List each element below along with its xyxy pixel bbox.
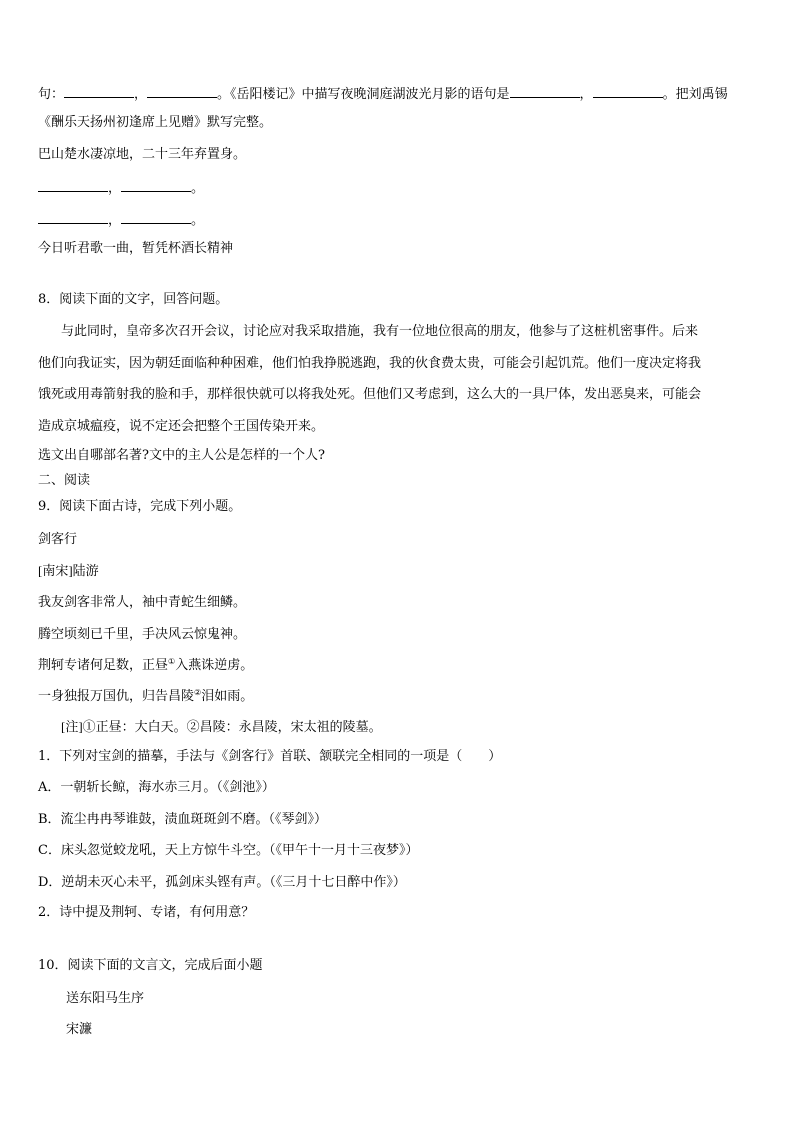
answer-blank[interactable] [121,210,191,224]
poem-line [38,688,253,704]
poem-title: 剑客行 [38,531,78,546]
poem-author: [南宋]陆游 [38,563,99,578]
poem-line: 腾空顷刻已千里，手决风云惊鬼神。 [38,626,247,641]
q8-para-line: 与此同时，皇帝多次召开会议，讨论应对我采取措施，我有一位地位很高的朋友，他参与了这桩机密事件。后来 [61,323,699,338]
section-heading: 二、阅读 [38,473,91,488]
q9-heading: 9．阅读下面古诗，完成下列小题。 [38,499,242,514]
poem-line [38,657,253,673]
footnote-marker: ① [168,657,176,666]
poem-text: 入燕诛逆虏。 [175,657,254,672]
q9-sub2: 2．诗中提及荆轲、专诸，有何用意？ [38,905,255,920]
poem-line: 我友剑客非常人，袖中青蛇生细鳞。 [38,594,247,609]
essay-title: 送东阳马生序 [66,990,145,1005]
q7-prefix: 句： [38,87,65,102]
option-c: C．床头忽觉蛟龙吼，天上方惊牛斗空。（《甲午十一月十三夜梦》） [38,843,419,858]
q7-poem-line1: 巴山楚水凄凉地，二十三年弃置身。 [38,147,247,162]
option-d: D．逆胡未灭心未平，孤剑床头铿有声。（《三月十七日醉中作》） [38,875,406,890]
q8-para-line: 他们向我证实，因为朝廷面临种种困难，他们怕我挣脱逃跑，我的伙食费太贵，可能会引起饥荒。他们一度决定将我 [38,355,702,370]
poem-note: [注]①正昼：大白天。②昌陵：永昌陵，宋太祖的陵墓。 [61,719,382,734]
answer-blank[interactable] [510,84,580,98]
answer-blank[interactable] [121,178,191,192]
q7-end: 。 [191,181,205,196]
q7-sep: ， [108,213,122,228]
q7-poem-last: 今日听君歌一曲，暂凭杯酒长精神 [38,241,234,256]
poem-text: 一身独报万国仇，归告昌陵 [38,688,195,703]
essay-author: 宋濂 [66,1021,93,1036]
q7-blank-line3 [38,210,204,229]
q8-para-line: 饿死或用毒箭射我的脸和手，那样很快就可以将我处死。但他们又考虑到，这么大的一具尸体，发出恶臭来，可能会 [38,386,702,401]
footnote-marker: ② [194,688,202,697]
q7-end: 。 [191,213,205,228]
answer-blank[interactable] [38,210,108,224]
q7-line2: 《酬乐天扬州初逢席上见赠》默写完整。 [38,115,273,130]
option-b: B．流尘冉冉琴谁鼓，渍血斑斑剑不磨。（《琴剑》） [38,812,328,827]
q7-sep: ， [134,87,148,102]
poem-text: 荆轲专诸何足数，正昼 [38,657,169,672]
q8-para-line: 造成京城瘟疫，说不定还会把整个王国传染开来。 [38,418,325,433]
answer-blank[interactable] [593,84,663,98]
answer-blank[interactable] [64,84,134,98]
q7-sep: ， [579,87,593,102]
q7-sep: ， [108,181,122,196]
poem-text: 泪如雨。 [201,688,254,703]
answer-blank[interactable] [147,84,217,98]
q10-heading: 10．阅读下面的文言文，完成后面小题 [38,958,263,973]
q7-mid-text: 。《岳阳楼记》中描写夜晚洞庭湖波光月影的语句是 [217,87,510,102]
q7-line1 [38,84,728,103]
q8-heading: 8．阅读下面的文字，回答问题。 [38,292,229,307]
q7-tail-text: 。把刘禹锡 [662,87,728,102]
q7-blank-line2 [38,178,204,197]
option-a: A．一朝斩长鲸，海水赤三月。（《剑池》） [38,780,275,795]
q8-question: 选文出自哪部名著?文中的主人公是怎样的一个人? [38,448,325,463]
q9-sub1: 1．下列对宝剑的描摹，手法与《剑客行》首联、颔联完全相同的一项是（ ） [38,749,502,764]
answer-blank[interactable] [38,178,108,192]
